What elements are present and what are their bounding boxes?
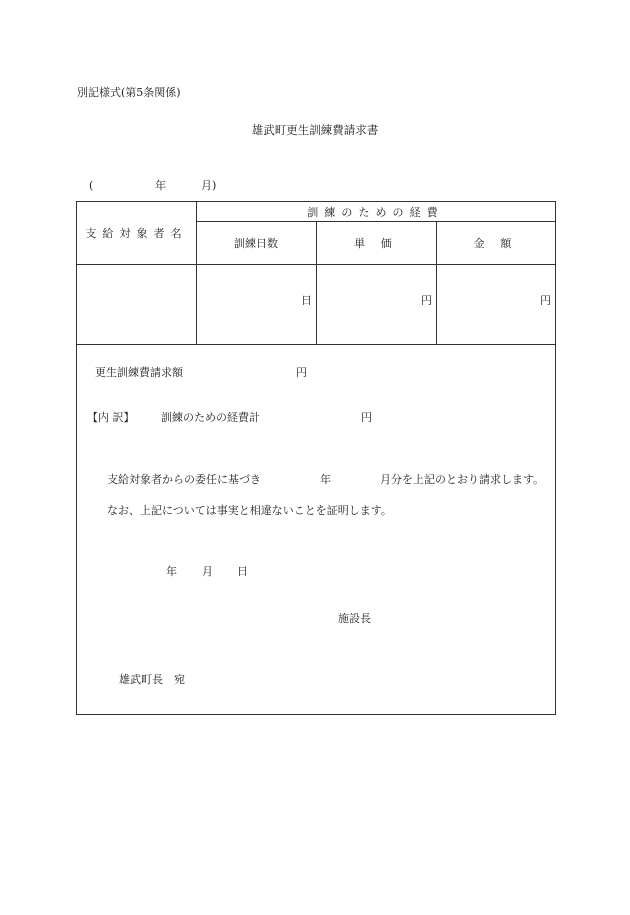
training-days-header: 訓練日数 (234, 236, 278, 250)
document-title: 雄武町更生訓練費請求書 (251, 123, 379, 137)
days-unit: 日 (301, 294, 312, 307)
date-year-label: 年 (166, 565, 177, 578)
period-year-label: 年 (155, 179, 166, 192)
breakdown-label: 【内 訳】 (87, 411, 135, 424)
form-reference: 別記様式(第5条関係) (77, 86, 181, 99)
date-month-label: 月 (202, 565, 213, 578)
amount-header: 金 額 (473, 236, 518, 250)
claim-amount-unit: 円 (296, 366, 307, 379)
claim-amount-label: 更生訓練費請求額 (95, 366, 183, 379)
unit-price-header: 単 価 (354, 236, 398, 250)
statement-request-year: 年 (320, 473, 331, 486)
training-costs-header: 訓練のための経費 (307, 205, 444, 219)
statement-certification: なお、上記については事実と相違ないことを証明します。 (107, 504, 392, 517)
date-day-label: 日 (237, 565, 248, 578)
facility-head-label: 施設長 (338, 612, 371, 625)
addressee-label: 雄武町長 宛 (119, 673, 185, 686)
amount-unit: 円 (540, 294, 551, 307)
form-frame (76, 201, 556, 715)
period-month-label: 月) (201, 179, 217, 192)
statement-request-suffix: 月分を上記のとおり請求します。 (380, 473, 545, 486)
breakdown-item-unit: 円 (361, 411, 372, 424)
period-open-paren: ( (89, 179, 94, 192)
table-bottom-rule (77, 344, 555, 345)
statement-request-prefix: 支給対象者からの委任に基づき (107, 473, 261, 486)
price-unit: 円 (421, 294, 432, 307)
breakdown-item-label: 訓練のための経費計 (161, 411, 260, 424)
recipient-name-header: 支給対象者名 (85, 227, 188, 240)
